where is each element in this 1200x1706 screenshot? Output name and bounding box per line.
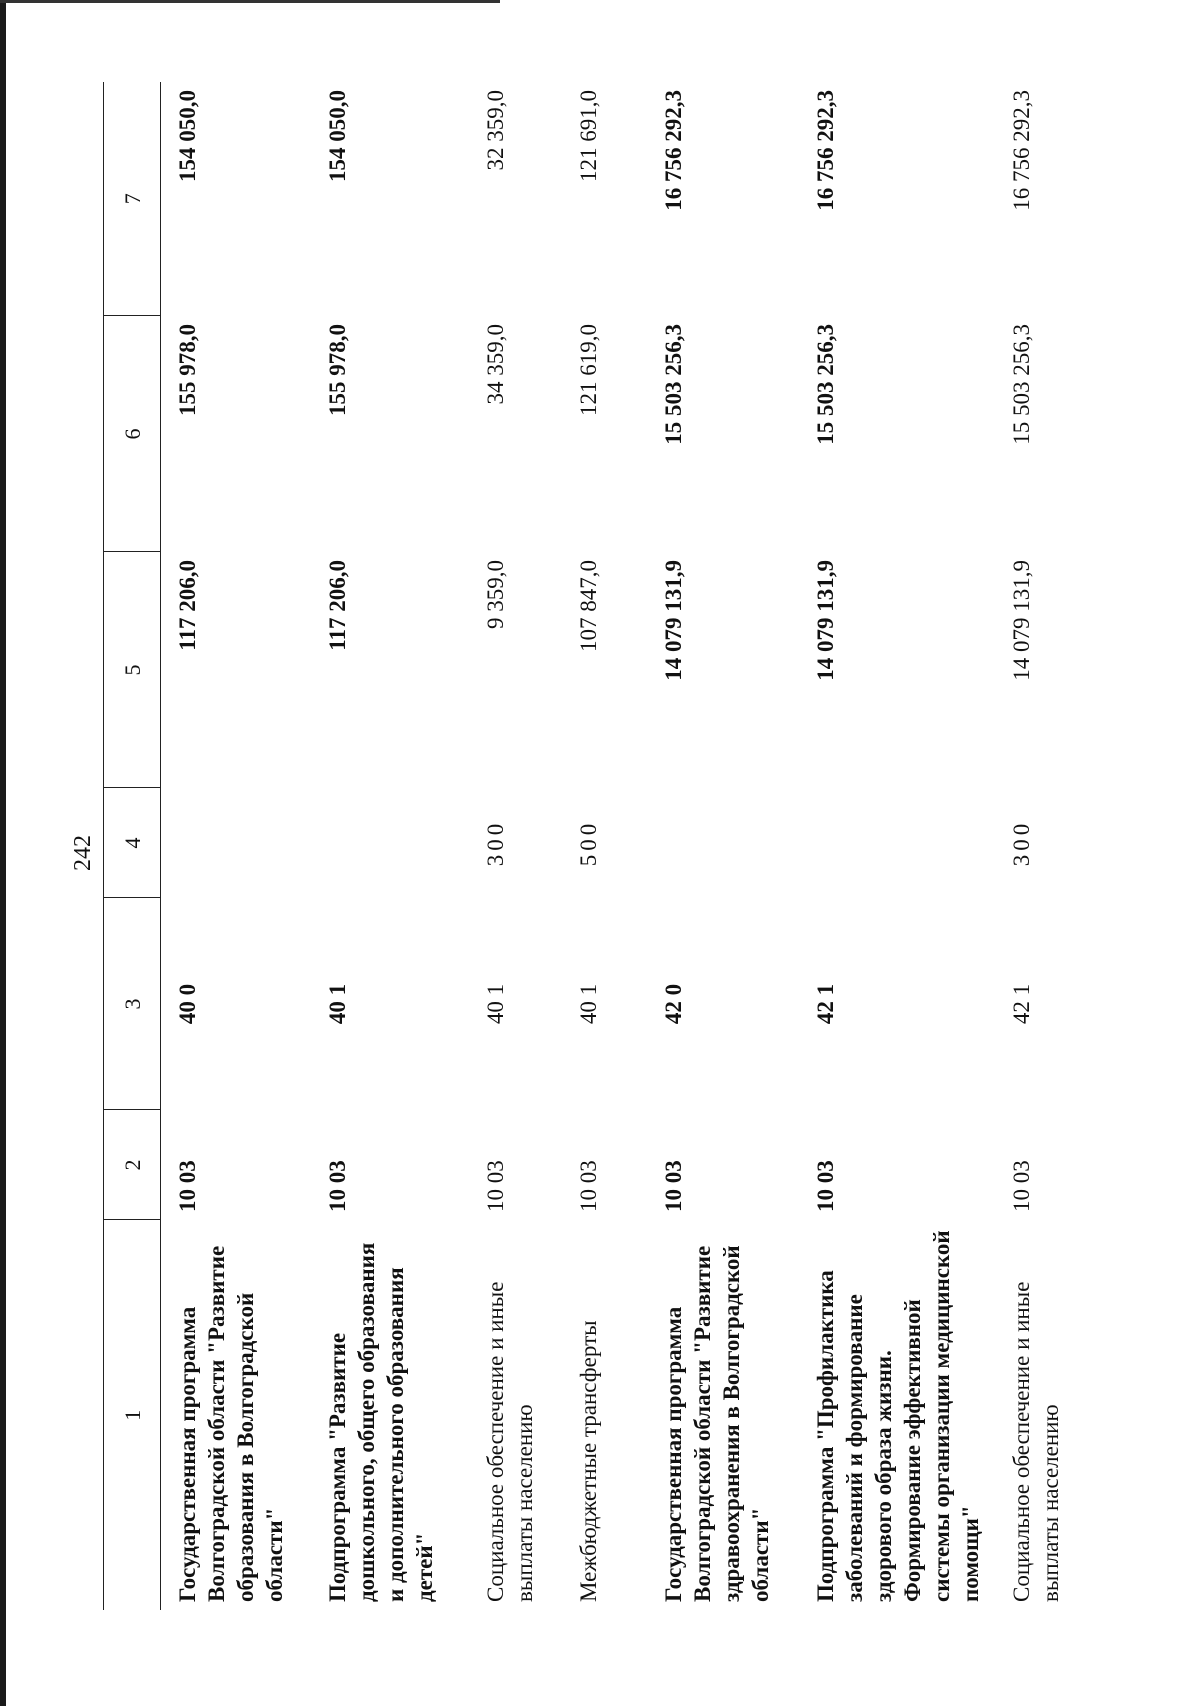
section-code: 10 03 <box>576 1160 601 1212</box>
expense-type-code: 300 <box>483 819 508 867</box>
expense-type-code: 500 <box>576 819 601 867</box>
table-row <box>647 82 799 1610</box>
amount-col5: 117 206,0 <box>175 560 200 651</box>
row-name: Государственная программа Волгоградской области "Развитие образования в Волгоградской области" <box>175 1245 287 1602</box>
amount-col5: 14 079 131,9 <box>1009 560 1034 681</box>
row-name: Подпрограмма "Профилактика заболеваний и формирование здорового образа жизни. Формирование эффективной системы организации медицинской помощи" <box>813 1230 983 1602</box>
section-code: 10 03 <box>325 1160 350 1212</box>
section-code: 10 03 <box>813 1160 838 1212</box>
amount-col7: 121 691,0 <box>576 90 601 182</box>
column-header: 7 <box>104 82 161 316</box>
column-header: 1 <box>104 1220 161 1610</box>
amount-col6: 15 503 256,3 <box>661 324 686 445</box>
amount-col7: 16 756 292,3 <box>1009 90 1034 211</box>
amount-col6: 34 359,0 <box>483 324 508 405</box>
table-row <box>995 82 1087 1610</box>
amount-col5: 14 079 131,9 <box>813 560 838 681</box>
expense-type-code <box>161 788 312 898</box>
amount-col7: 16 756 292,3 <box>661 90 686 211</box>
amount-col6: 15 503 256,3 <box>813 324 838 445</box>
program-code: 40 1 <box>576 983 601 1025</box>
column-header: 4 <box>104 788 161 898</box>
expense-type-code <box>311 788 469 898</box>
table-row <box>161 82 312 1610</box>
amount-col7: 16 756 292,3 <box>813 90 838 211</box>
program-code: 40 0 <box>175 983 200 1025</box>
table-row <box>469 82 562 1610</box>
expense-type-code: 300 <box>1009 819 1034 867</box>
section-code: 10 03 <box>483 1160 508 1212</box>
amount-col6: 15 503 256,3 <box>1009 324 1034 445</box>
program-code: 42 1 <box>813 983 838 1025</box>
column-header: 3 <box>104 898 161 1110</box>
row-name: Социальное обеспечение и иные выплаты населению <box>483 1281 537 1602</box>
section-code: 10 03 <box>175 1160 200 1212</box>
expense-type-code <box>799 788 995 898</box>
header-row <box>104 82 161 1610</box>
column-header: 5 <box>104 552 161 788</box>
amount-col5: 14 079 131,9 <box>661 560 686 681</box>
column-header: 6 <box>104 316 161 552</box>
program-code: 40 1 <box>325 983 350 1025</box>
page-number: 242 <box>70 835 96 871</box>
budget-table <box>103 82 1087 1610</box>
column-header: 2 <box>104 1110 161 1220</box>
amount-col5: 117 206,0 <box>325 560 350 651</box>
row-name: Социальное обеспечение и иные выплаты населению <box>1009 1281 1063 1602</box>
section-code: 10 03 <box>661 1160 686 1212</box>
amount-col7: 154 050,0 <box>325 90 350 182</box>
table-row <box>799 82 995 1610</box>
amount-col5: 9 359,0 <box>483 560 508 629</box>
amount-col6: 155 978,0 <box>175 324 200 416</box>
row-name: Государственная программа Волгоградской области "Развитие здравоохранения в Волгоградской области" <box>661 1245 773 1602</box>
program-code: 42 1 <box>1009 983 1034 1025</box>
amount-col7: 32 359,0 <box>483 90 508 171</box>
amount-col7: 154 050,0 <box>175 90 200 182</box>
row-name: Подпрограмма "Развитие дошкольного, общего образования и дополнительного образования детей" <box>325 1242 437 1602</box>
program-code: 40 1 <box>483 983 508 1025</box>
row-name: Межбюджетные трансферты <box>576 1320 601 1602</box>
table-row <box>562 82 647 1610</box>
table-row <box>311 82 469 1610</box>
amount-col6: 155 978,0 <box>325 324 350 416</box>
amount-col5: 107 847,0 <box>576 560 601 652</box>
section-code: 10 03 <box>1009 1160 1034 1212</box>
expense-type-code <box>647 788 799 898</box>
amount-col6: 121 619,0 <box>576 324 601 416</box>
program-code: 42 0 <box>661 983 686 1025</box>
